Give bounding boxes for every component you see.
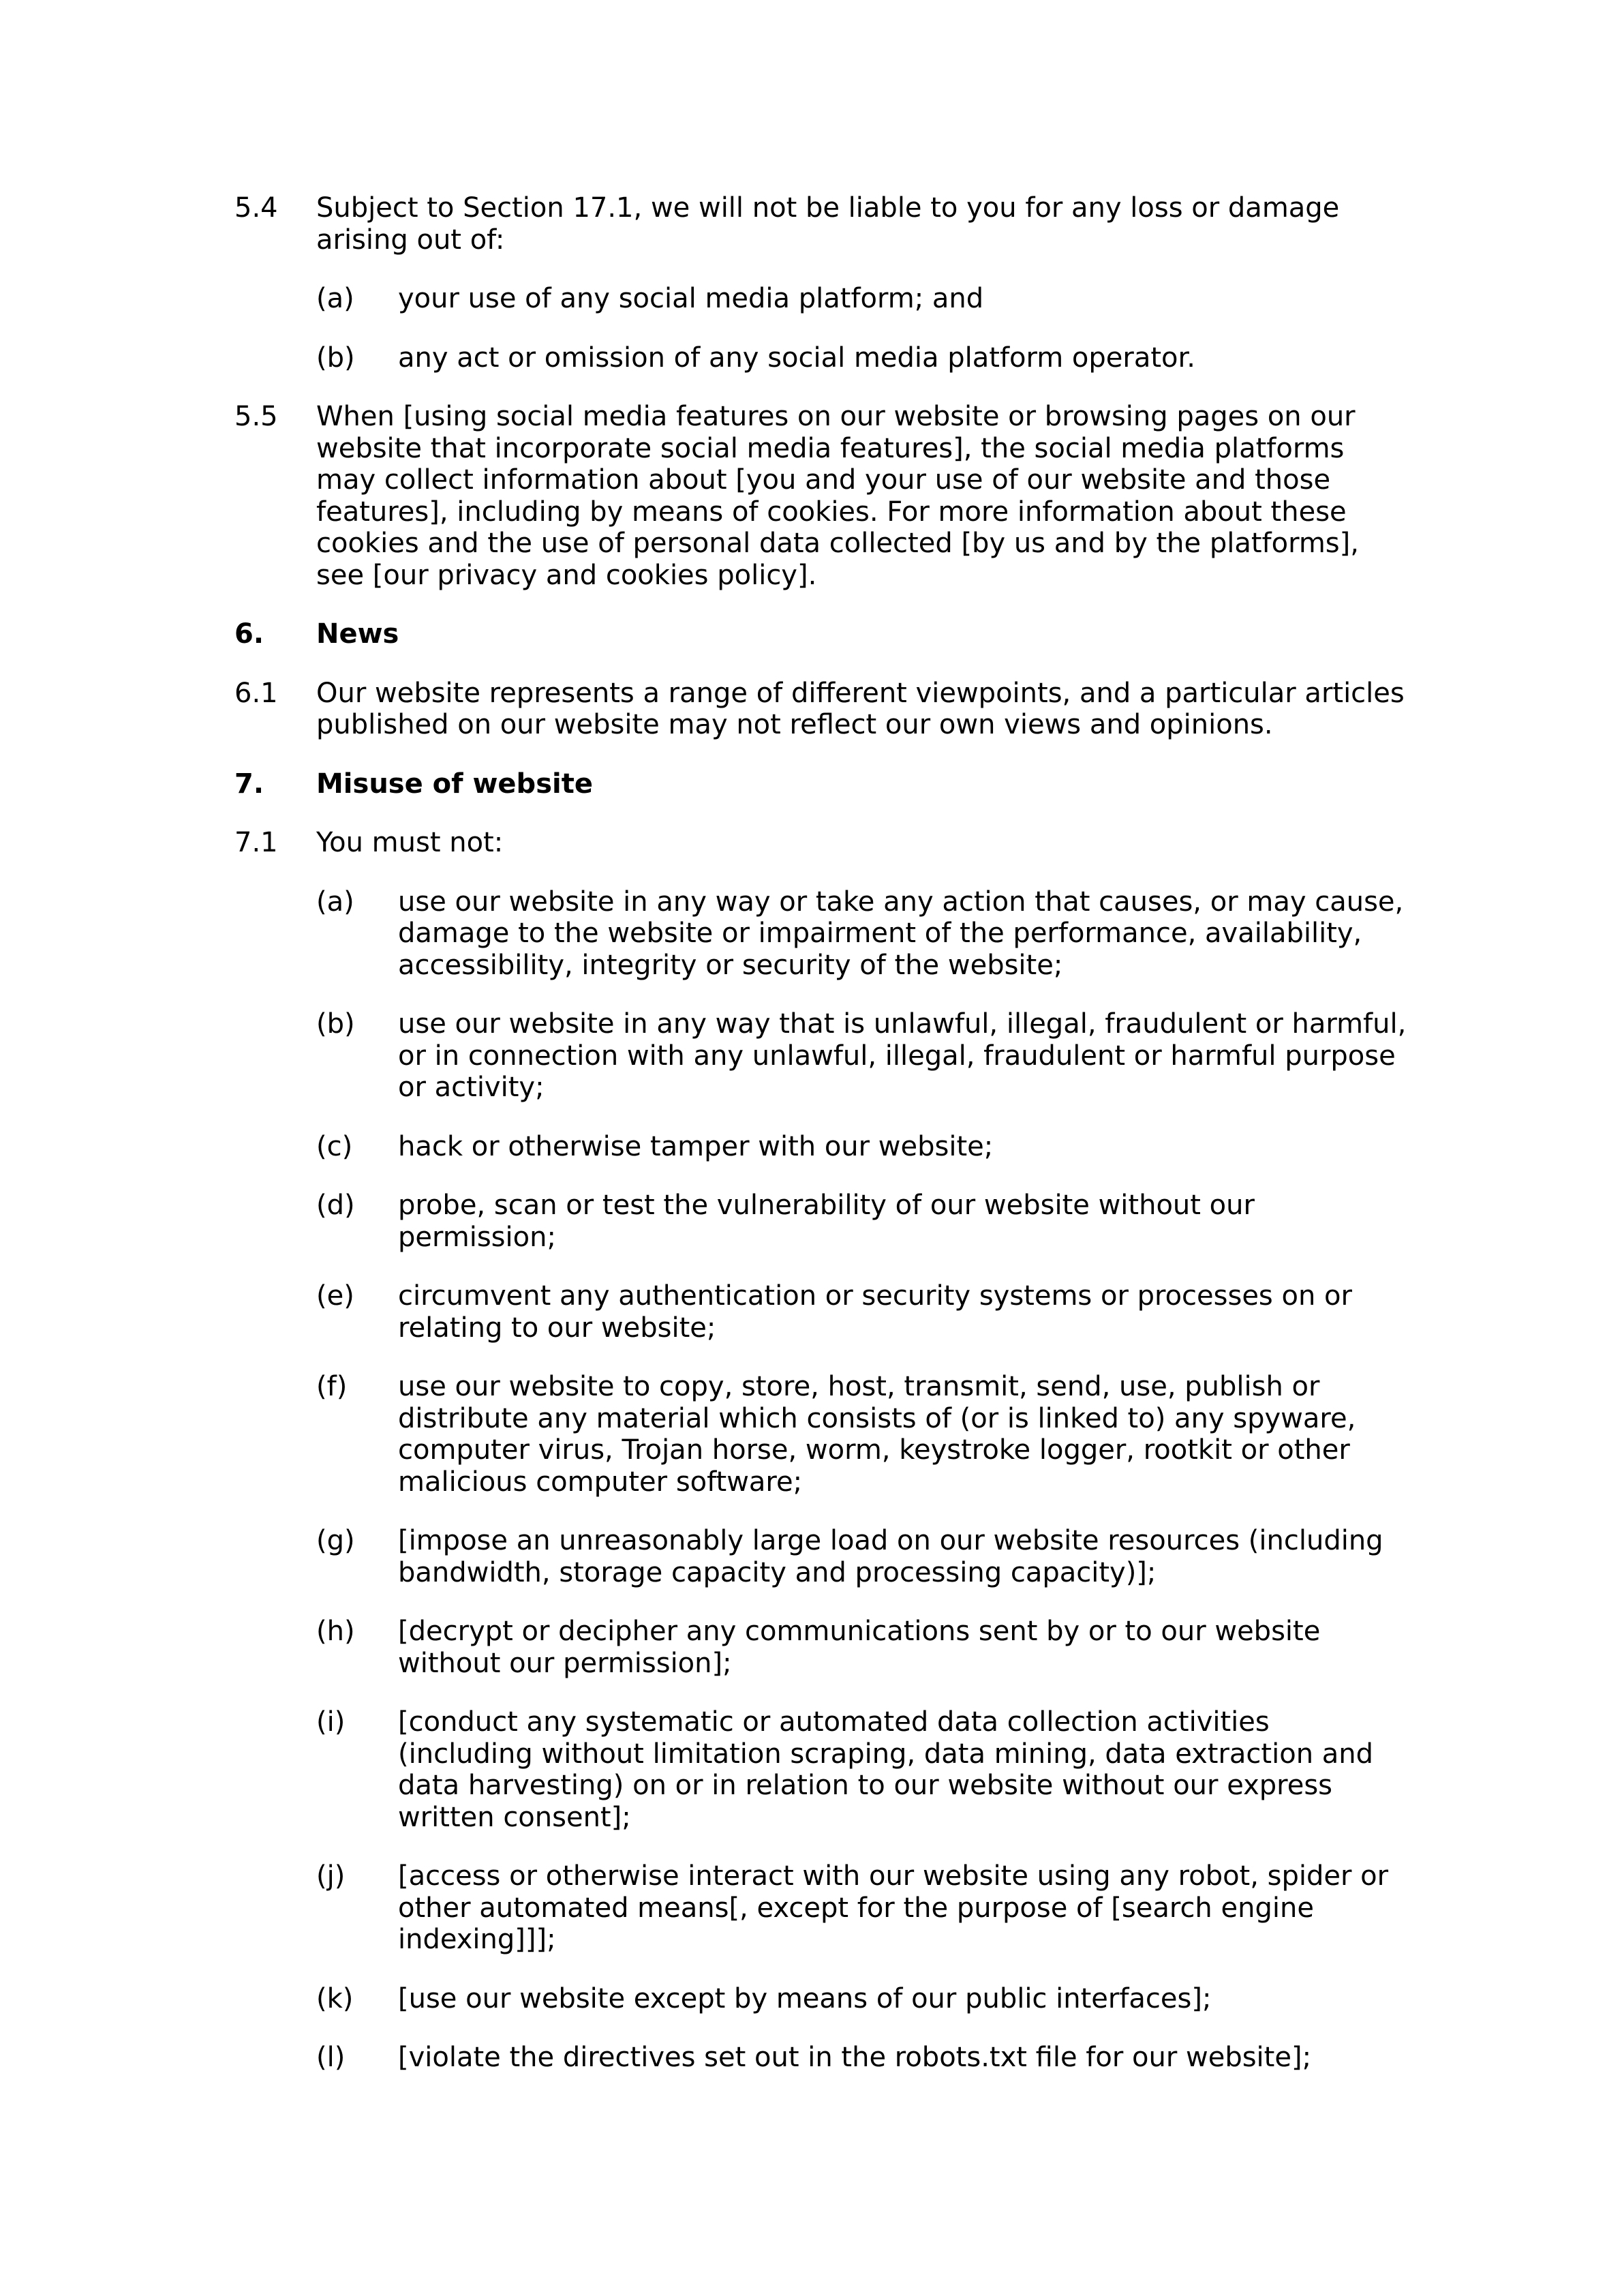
clause-7-1-d xyxy=(316,1190,1407,1253)
clause-number: 6.1 xyxy=(234,677,278,709)
section-heading-6 xyxy=(234,618,1407,650)
clause-7-1-k xyxy=(316,1983,1407,2015)
item-text: circumvent any authentication or security systems or processes on or relating to our website; xyxy=(398,1280,1352,1344)
item-label: (l) xyxy=(316,2042,346,2073)
clause-7-1-a xyxy=(316,886,1407,982)
clause-text: When [using social media features on our website or browsing pages on our website that incorporate social media features], the social media platforms may collect information about [you and your use of our website and those features], including by means of cookies. For more information about these cookies and the use of personal data collected [by us and by the platforms], see [our privacy and cookies policy]. xyxy=(316,401,1359,591)
item-label: (b) xyxy=(316,1008,355,1040)
clause-7-1-b xyxy=(316,1008,1407,1104)
clause-7-1-l xyxy=(316,2042,1407,2074)
item-label: (c) xyxy=(316,1130,353,1162)
item-text: use our website in any way that is unlawful, illegal, fraudulent or harmful, or in connection with any unlawful, illegal, fraudulent or harmful purpose or activity; xyxy=(398,1008,1407,1103)
clause-7-1-c xyxy=(316,1131,1407,1163)
item-text: use our website in any way or take any action that causes, or may cause, damage to the website or impairment of the performance, availability, accessibility, integrity or security of the website; xyxy=(398,886,1404,981)
clause-6-1 xyxy=(234,678,1407,741)
item-label: (f) xyxy=(316,1371,348,1402)
clause-7-1-g xyxy=(316,1525,1407,1588)
item-label: (a) xyxy=(316,886,354,918)
clause-7-1-j xyxy=(316,1860,1407,1956)
section-number: 6. xyxy=(234,618,264,650)
item-text: [decrypt or decipher any communications sent by or to our website without our permission]; xyxy=(398,1616,1321,1679)
item-label: (g) xyxy=(316,1525,355,1556)
clause-number: 7.1 xyxy=(234,827,278,858)
document-body xyxy=(234,192,1407,2101)
clause-7-1-e xyxy=(316,1280,1407,1344)
item-label: (a) xyxy=(316,283,354,314)
clause-7-1-h xyxy=(316,1616,1407,1679)
clause-5-4-a xyxy=(316,283,1407,315)
clause-7-1 xyxy=(234,827,1407,859)
clause-7-1-f xyxy=(316,1371,1407,1498)
item-label: (j) xyxy=(316,1860,346,1892)
item-text: any act or omission of any social media platform operator. xyxy=(398,342,1195,374)
section-heading-7 xyxy=(234,768,1407,800)
item-label: (h) xyxy=(316,1616,355,1647)
section-title: Misuse of website xyxy=(316,768,593,800)
item-text: your use of any social media platform; and xyxy=(398,283,984,314)
item-text: probe, scan or test the vulnerability of our website without our permission; xyxy=(398,1190,1255,1253)
section-title: News xyxy=(316,618,399,650)
clause-5-5 xyxy=(234,401,1407,591)
item-text: [impose an unreasonably large load on our website resources (including bandwidth, storage capacity and processing capacity)]; xyxy=(398,1525,1383,1588)
item-label: (b) xyxy=(316,342,355,374)
item-text: hack or otherwise tamper with our website; xyxy=(398,1130,994,1162)
item-label: (d) xyxy=(316,1190,355,1221)
clause-5-4 xyxy=(234,192,1407,256)
item-label: (e) xyxy=(316,1280,354,1312)
section-number: 7. xyxy=(234,768,264,800)
item-label: (i) xyxy=(316,1706,346,1738)
clause-number: 5.5 xyxy=(234,401,278,432)
item-text: [violate the directives set out in the robots.txt file for our website]; xyxy=(398,2042,1312,2073)
clause-text: Our website represents a range of different viewpoints, and a particular articles published on our website may not reflect our own views and opinions. xyxy=(316,677,1405,740)
item-text: use our website to copy, store, host, transmit, send, use, publish or distribute any material which consists of (or is linked to) any spyware, computer virus, Trojan horse, worm, keystroke logger, rootkit or other malicious computer software; xyxy=(398,1371,1356,1498)
item-text: [use our website except by means of our public interfaces]; xyxy=(398,1982,1212,2014)
item-text: [conduct any systematic or automated data collection activities (including without limitation scraping, data mining, data extraction and data harvesting) on or in relation to our website without our express written consent]; xyxy=(398,1706,1374,1833)
clause-7-1-i xyxy=(316,1706,1407,1833)
clause-5-4-b xyxy=(316,342,1407,374)
item-label: (k) xyxy=(316,1982,354,2014)
clause-text: You must not: xyxy=(316,827,504,858)
item-text: [access or otherwise interact with our website using any robot, spider or other automated means[, except for the purpose of [search engine indexing]]]; xyxy=(398,1860,1389,1955)
clause-text: Subject to Section 17.1, we will not be liable to you for any loss or damage arising out of: xyxy=(316,192,1340,256)
clause-number: 5.4 xyxy=(234,192,278,224)
